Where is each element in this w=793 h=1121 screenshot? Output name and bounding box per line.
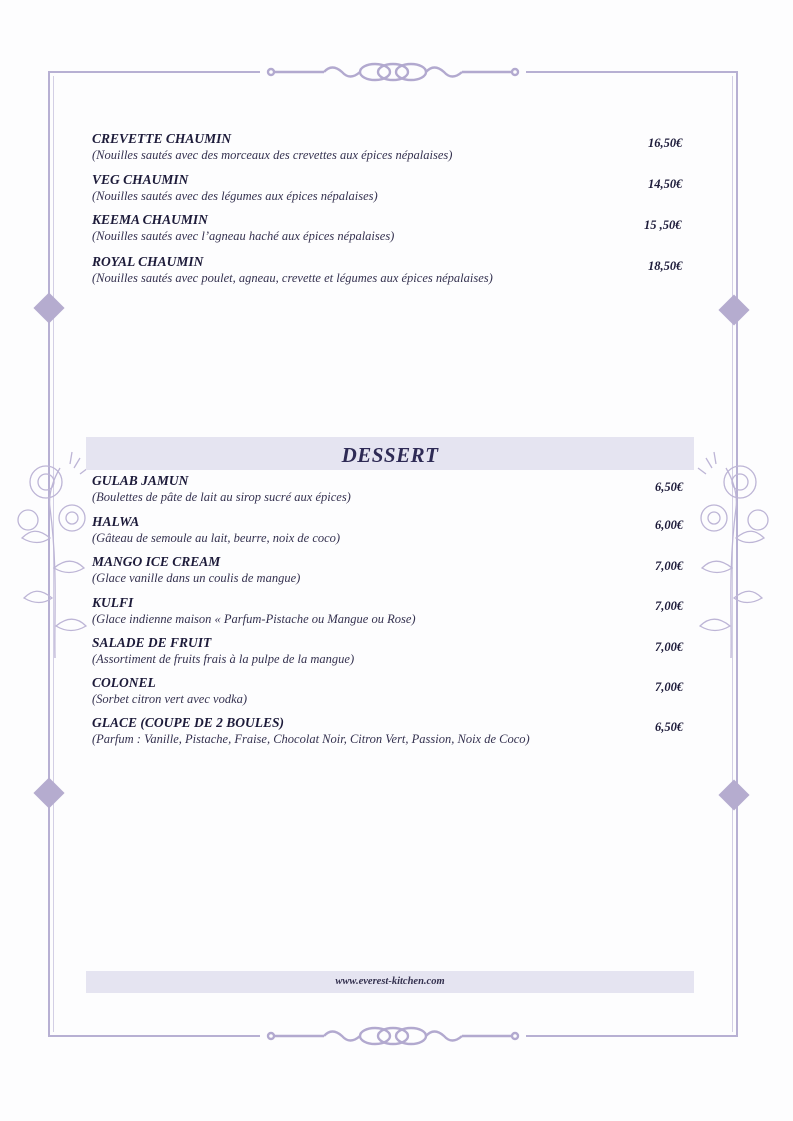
frame-top-right-line [526, 71, 738, 73]
item-name: GULAB JAMUN [92, 473, 189, 488]
item-name: VEG CHAUMIN [92, 172, 189, 187]
website-url: www.everest-kitchen.com [335, 976, 445, 987]
item-description: (Nouilles sautés avec des légumes aux épices népalaises) [92, 189, 378, 203]
bottom-scroll-ornament-icon [262, 1022, 524, 1050]
left-flower-decoration-icon [10, 448, 92, 663]
item-description: (Nouilles sautés avec poulet, agneau, crevette et légumes aux épices népalaises) [92, 271, 493, 285]
item-price: 15 ,50€ [644, 218, 682, 232]
item-name: KULFI [92, 595, 134, 610]
item-name: COLONEL [92, 675, 156, 690]
item-price: 6,50€ [655, 480, 684, 494]
item-description: (Boulettes de pâte de lait au sirop sucré aux épices) [92, 490, 351, 504]
item-name: GLACE (COUPE DE 2 BOULES) [92, 715, 285, 730]
item-price: 6,00€ [655, 518, 684, 532]
section-title: DESSERT [341, 443, 439, 467]
item-price: 6,50€ [655, 720, 684, 734]
item-price: 16,50€ [648, 136, 683, 150]
item-name: MANGO ICE CREAM [92, 554, 221, 569]
item-price: 18,50€ [648, 259, 683, 273]
item-price: 7,00€ [655, 599, 684, 613]
item-description: (Glace vanille dans un coulis de mangue) [92, 571, 301, 585]
item-name: SALADE DE FRUIT [92, 635, 212, 650]
item-name: CREVETTE CHAUMIN [92, 131, 232, 146]
item-name: KEEMA CHAUMIN [92, 212, 208, 227]
item-name: ROYAL CHAUMIN [92, 254, 204, 269]
footer-bar [86, 971, 694, 993]
item-description: (Assortiment de fruits frais à la pulpe de la mangue) [92, 652, 355, 666]
item-price: 7,00€ [655, 680, 684, 694]
frame-bottom-left-line [48, 1035, 260, 1037]
frame-diamond-left-lower [33, 777, 64, 808]
item-name: HALWA [92, 514, 140, 529]
top-scroll-ornament-icon [262, 58, 524, 86]
frame-diamond-right-lower [718, 779, 749, 810]
item-description: (Gâteau de semoule au lait, beurre, noix de coco) [92, 531, 341, 545]
right-flower-decoration-icon [694, 448, 776, 663]
frame-bottom-right-line [526, 1035, 738, 1037]
item-description: (Glace indienne maison « Parfum-Pistache ou Mangue ou Rose) [92, 612, 416, 626]
frame-diamond-right-upper [718, 294, 749, 325]
frame-diamond-left-upper [33, 292, 64, 323]
item-description: (Nouilles sautés avec des morceaux des crevettes aux épices népalaises) [92, 148, 453, 162]
item-price: 7,00€ [655, 559, 684, 573]
item-description: (Sorbet citron vert avec vodka) [92, 692, 248, 706]
item-description: (Nouilles sautés avec l’agneau haché aux épices népalaises) [92, 229, 395, 243]
item-description: (Parfum : Vanille, Pistache, Fraise, Chocolat Noir, Citron Vert, Passion, Noix de Coco) [92, 732, 530, 746]
frame-top-left-line [48, 71, 260, 73]
item-price: 14,50€ [648, 177, 683, 191]
item-price: 7,00€ [655, 640, 684, 654]
dessert-section-header [86, 437, 694, 470]
